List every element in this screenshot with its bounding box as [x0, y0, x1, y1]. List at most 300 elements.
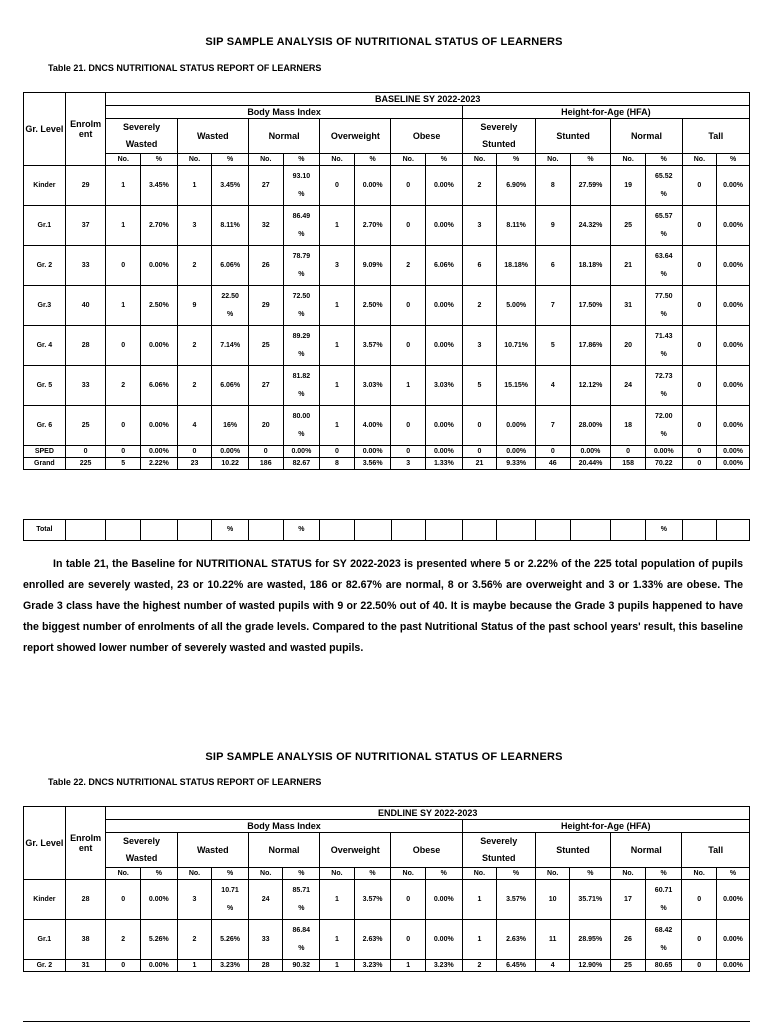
data-cell: 28: [65, 880, 106, 920]
percent-subheader: %: [497, 154, 536, 166]
total-row: [24, 520, 750, 541]
data-cell: 0: [391, 326, 426, 366]
data-cell: 186: [248, 458, 283, 470]
data-cell: 0.00%: [717, 326, 750, 366]
enrolment-header: Enrolm ent: [65, 93, 106, 166]
table-row: [24, 880, 750, 920]
data-cell: 3.45%: [212, 166, 249, 206]
data-cell: 28: [65, 326, 106, 366]
data-cell: 1: [320, 880, 355, 920]
data-cell: 0.00%: [425, 880, 462, 920]
no-subheader: No.: [177, 154, 212, 166]
data-cell: 2.22%: [141, 458, 178, 470]
hfa-header: Height-for-Age (HFA): [462, 820, 749, 833]
data-cell: 25: [611, 206, 646, 246]
grade-level-cell: Gr. 2: [24, 246, 66, 286]
data-cell: 0.00%: [717, 458, 750, 470]
data-cell: 20: [611, 326, 646, 366]
data-cell: 12.12%: [570, 366, 611, 406]
data-cell: 8.11%: [212, 206, 249, 246]
cell-percent-sign: %: [298, 430, 305, 438]
table-row: [24, 920, 750, 960]
data-cell: [645, 406, 682, 446]
data-cell: 4: [535, 960, 570, 972]
grade-level-cell: Gr.1: [24, 920, 66, 960]
data-cell: 0.00%: [717, 286, 750, 326]
data-cell: 0: [391, 446, 426, 458]
bmi-header: Body Mass Index: [106, 106, 462, 119]
data-cell: 31: [65, 960, 106, 972]
data-cell: 5.26%: [141, 920, 178, 960]
data-cell: 9.09%: [354, 246, 391, 286]
data-cell: 0.00%: [212, 446, 249, 458]
data-cell: 6.06%: [212, 366, 249, 406]
data-cell: 0: [106, 406, 141, 446]
data-cell: 6.06%: [141, 366, 178, 406]
data-cell: 5.26%: [212, 920, 249, 960]
data-cell: 0.00%: [425, 920, 462, 960]
grade-level-cell: SPED: [24, 446, 66, 458]
cell-percent-sign: %: [298, 390, 305, 398]
data-cell: 20.44%: [570, 458, 611, 470]
data-cell: 7: [536, 406, 571, 446]
data-cell: 0.00%: [354, 166, 391, 206]
data-cell: [283, 920, 320, 960]
data-cell: 1.33%: [426, 458, 463, 470]
data-cell: [283, 166, 320, 206]
percent-subheader: %: [570, 868, 611, 880]
grade-level-cell: Kinder: [24, 880, 66, 920]
data-cell: 27.59%: [570, 166, 611, 206]
data-cell: 0: [248, 446, 283, 458]
data-cell: 25: [65, 406, 106, 446]
cell-percent-sign: %: [298, 944, 305, 952]
total-cell: [141, 520, 178, 541]
data-cell: 20: [248, 406, 283, 446]
data-cell: 8.11%: [497, 206, 536, 246]
bmi-group-header: Wasted: [177, 119, 248, 154]
bmi-group-header: Wasted: [177, 833, 248, 868]
data-cell: 24.32%: [570, 206, 611, 246]
data-cell: [283, 206, 320, 246]
cell-percent-sign: %: [660, 270, 667, 278]
data-cell: 0.00%: [716, 880, 749, 920]
data-cell: 0: [65, 446, 106, 458]
data-cell: 6.06%: [426, 246, 463, 286]
data-cell: 5: [106, 458, 141, 470]
cell-percent-sign: %: [660, 944, 667, 952]
data-cell: 3.03%: [354, 366, 391, 406]
percent-subheader: %: [570, 154, 611, 166]
data-cell: 0.00%: [717, 366, 750, 406]
data-cell: 2: [177, 246, 212, 286]
data-cell: 3.23%: [425, 960, 462, 972]
period-header: ENDLINE SY 2022-2023: [106, 807, 750, 820]
cell-value-part: 93.10: [292, 172, 311, 180]
data-cell: 25: [248, 326, 283, 366]
no-subheader: No.: [682, 868, 717, 880]
period-header: BASELINE SY 2022-2023: [106, 93, 750, 106]
data-cell: [283, 366, 320, 406]
data-cell: 9: [177, 286, 212, 326]
data-cell: 8: [320, 458, 355, 470]
cell-percent-sign: %: [227, 310, 234, 318]
total-cell: [611, 520, 646, 541]
data-cell: 29: [65, 166, 106, 206]
data-cell: 2: [462, 166, 497, 206]
data-cell: 2: [106, 366, 141, 406]
cell-percent-sign: %: [298, 190, 305, 198]
data-cell: 1: [177, 960, 212, 972]
cell-percent-sign: %: [660, 310, 667, 318]
section1-caption: Table 21. DNCS NUTRITIONAL STATUS REPORT OF LEARNERS: [48, 63, 322, 73]
data-cell: 0: [611, 446, 646, 458]
data-cell: 1: [320, 366, 355, 406]
grade-level-cell: Gr.3: [24, 286, 66, 326]
data-cell: 5: [462, 366, 497, 406]
data-cell: 17.86%: [570, 326, 611, 366]
data-cell: 2: [177, 366, 212, 406]
data-cell: 82.67: [283, 458, 320, 470]
total-table: [23, 519, 750, 541]
data-cell: [645, 326, 682, 366]
percent-subheader: %: [716, 868, 749, 880]
data-cell: [212, 880, 249, 920]
percent-subheader: %: [354, 154, 391, 166]
cell-percent-sign: %: [660, 430, 667, 438]
data-cell: 0.00%: [141, 246, 178, 286]
data-cell: 19: [611, 166, 646, 206]
data-cell: 0.00%: [717, 206, 750, 246]
data-cell: 1: [320, 960, 355, 972]
data-cell: 11: [535, 920, 570, 960]
page-bottom-rule: [23, 1021, 750, 1022]
grade-level-cell: Grand: [24, 458, 66, 470]
data-cell: 70.22: [645, 458, 682, 470]
cell-percent-sign: %: [226, 904, 234, 912]
data-cell: 0: [462, 406, 497, 446]
data-cell: 0: [106, 880, 141, 920]
data-cell: 2: [177, 326, 212, 366]
data-cell: 3.03%: [426, 366, 463, 406]
total-cell: [177, 520, 212, 541]
data-cell: 29: [248, 286, 283, 326]
data-cell: [645, 286, 682, 326]
total-cell: [320, 520, 355, 541]
data-cell: 5.00%: [497, 286, 536, 326]
data-cell: 2.70%: [354, 206, 391, 246]
cell-value-part: 81.82: [292, 372, 311, 380]
data-cell: 0.00%: [141, 446, 178, 458]
data-cell: 0: [177, 446, 212, 458]
hfa-group-header: Tall: [682, 833, 750, 868]
endline-table: [23, 806, 750, 972]
grade-level-cell: Gr. 6: [24, 406, 66, 446]
data-cell: 6.90%: [497, 166, 536, 206]
cell-value-part: 86.84: [292, 926, 311, 934]
data-cell: 0.00%: [717, 446, 750, 458]
data-cell: 12.90%: [570, 960, 611, 972]
table-row: [24, 446, 750, 458]
no-subheader: No.: [248, 154, 283, 166]
percent-subheader: %: [354, 868, 391, 880]
table-row: [24, 206, 750, 246]
table-row: [24, 458, 750, 470]
table-row: [24, 246, 750, 286]
data-cell: 158: [611, 458, 646, 470]
data-cell: 0.00%: [283, 446, 320, 458]
data-cell: 40: [65, 286, 106, 326]
data-cell: 0.00%: [426, 286, 463, 326]
bmi-header: Body Mass Index: [106, 820, 462, 833]
data-cell: 225: [65, 458, 106, 470]
data-cell: [283, 246, 320, 286]
data-cell: 0.00%: [426, 206, 463, 246]
table-row: [24, 326, 750, 366]
percent-subheader: %: [497, 868, 536, 880]
grade-level-cell: Gr. 4: [24, 326, 66, 366]
percent-subheader: %: [141, 868, 178, 880]
no-subheader: No.: [177, 868, 212, 880]
data-cell: 1: [320, 406, 355, 446]
total-cell: [248, 520, 283, 541]
cell-value-part: 89.29: [292, 332, 311, 340]
data-cell: 46: [536, 458, 571, 470]
data-cell: 0: [682, 366, 717, 406]
data-cell: 10.22: [212, 458, 249, 470]
data-cell: 1: [320, 286, 355, 326]
data-cell: 37: [65, 206, 106, 246]
data-cell: [645, 166, 682, 206]
data-cell: 0.00%: [716, 920, 749, 960]
data-cell: 0.00%: [716, 960, 749, 972]
data-cell: 27: [248, 166, 283, 206]
data-cell: 1: [106, 166, 141, 206]
no-subheader: No.: [320, 868, 355, 880]
data-cell: 0: [462, 446, 497, 458]
data-cell: 2: [462, 286, 497, 326]
data-cell: 2.50%: [354, 286, 391, 326]
data-cell: 0.00%: [497, 446, 536, 458]
no-subheader: No.: [106, 868, 141, 880]
hfa-group-header: Stunted: [536, 119, 611, 154]
data-cell: 21: [462, 458, 497, 470]
data-cell: 0: [391, 286, 426, 326]
data-cell: 2.50%: [141, 286, 178, 326]
data-cell: 3: [177, 206, 212, 246]
table-row: [24, 406, 750, 446]
percent-subheader: %: [645, 868, 682, 880]
data-cell: 33: [65, 246, 106, 286]
grade-level-cell: Kinder: [24, 166, 66, 206]
bmi-group-header: Normal: [248, 833, 319, 868]
data-cell: 0.00%: [426, 406, 463, 446]
data-cell: 2: [106, 920, 141, 960]
bmi-group-header: Severely Wasted: [106, 833, 177, 868]
data-cell: 4: [536, 366, 571, 406]
percent-subheader: %: [283, 154, 320, 166]
data-cell: 1: [391, 960, 426, 972]
section2-title: SIP SAMPLE ANALYSIS OF NUTRITIONAL STATUS OF LEARNERS: [205, 751, 563, 763]
cell-value-part: 86.49: [292, 212, 311, 220]
total-cell: [717, 520, 750, 541]
total-label-cell: Total: [24, 520, 66, 541]
hfa-header: Height-for-Age (HFA): [462, 106, 749, 119]
data-cell: 17: [611, 880, 646, 920]
data-cell: 6: [462, 246, 497, 286]
data-cell: [645, 366, 682, 406]
data-cell: 17.50%: [570, 286, 611, 326]
analysis-paragraph: In table 21, the Baseline for NUTRITIONAL STATUS for SY 2022-2023 is presented where 5 or 2.22% of the 225 total population of pupils enrolled are severely wasted, 23 or 10.22% are wasted, 186 or 82.67% are normal, 8 or 3.56% are overweight and 3 or 1.33% are obese. The Grade 3 class have the highest number of wasted pupils with 9 or 22.50% out of 40. It is maybe because the Grade 3 pupils happened to have the biggest number of enrolments of all the grade levels. Compared to the past Nutritional Status of the past school years' result, this baseline report showed lower number of severely wasted and wasted pupils.: [23, 558, 743, 654]
percent-subheader: %: [717, 154, 750, 166]
data-cell: 28.95%: [570, 920, 611, 960]
cell-value-part: 72.00: [654, 412, 673, 420]
percent-subheader: %: [141, 154, 178, 166]
no-subheader: No.: [611, 868, 646, 880]
bmi-group-header: Normal: [248, 119, 319, 154]
data-cell: 2: [462, 960, 497, 972]
cell-value-part: 10.71: [221, 886, 239, 894]
data-cell: 1: [320, 326, 355, 366]
hfa-group-header: Stunted: [535, 833, 610, 868]
data-cell: 0: [682, 326, 717, 366]
data-cell: 0.00%: [717, 246, 750, 286]
data-cell: 0: [682, 286, 717, 326]
data-cell: 0: [682, 880, 717, 920]
data-cell: 0.00%: [426, 166, 463, 206]
data-cell: 18: [611, 406, 646, 446]
section2-caption: Table 22. DNCS NUTRITIONAL STATUS REPORT OF LEARNERS: [48, 777, 322, 787]
percent-subheader: %: [283, 868, 320, 880]
no-subheader: No.: [536, 154, 571, 166]
data-cell: 26: [611, 920, 646, 960]
data-cell: 0.00%: [354, 446, 391, 458]
data-cell: 3.57%: [354, 880, 391, 920]
percent-subheader: %: [212, 154, 249, 166]
data-cell: 1: [320, 206, 355, 246]
data-cell: 0: [320, 166, 355, 206]
data-cell: 0.00%: [426, 326, 463, 366]
data-cell: 24: [248, 880, 283, 920]
data-cell: 0: [391, 920, 426, 960]
data-cell: 1: [462, 880, 497, 920]
data-cell: 0: [106, 446, 141, 458]
total-cell: %: [646, 520, 683, 541]
grade-level-cell: Gr. 5: [24, 366, 66, 406]
data-cell: [212, 286, 249, 326]
data-cell: 7: [536, 286, 571, 326]
data-cell: 6.45%: [497, 960, 536, 972]
data-cell: 9: [536, 206, 571, 246]
data-cell: [283, 406, 320, 446]
cell-value-part: 65.52: [654, 172, 673, 180]
cell-value-part: 65.57: [654, 212, 673, 220]
total-cell: [391, 520, 426, 541]
data-cell: 3.57%: [497, 880, 536, 920]
cell-value-part: 71.43: [654, 332, 673, 340]
no-subheader: No.: [391, 868, 426, 880]
data-cell: 0: [682, 446, 717, 458]
data-cell: 24: [611, 366, 646, 406]
data-cell: 28.00%: [570, 406, 611, 446]
data-cell: [645, 246, 682, 286]
percent-subheader: %: [426, 154, 463, 166]
data-cell: 3.23%: [354, 960, 391, 972]
data-cell: [283, 880, 320, 920]
data-cell: 2.70%: [141, 206, 178, 246]
data-cell: 0: [320, 446, 355, 458]
data-cell: [645, 206, 682, 246]
data-cell: 33: [248, 920, 283, 960]
data-cell: 90.32: [283, 960, 320, 972]
data-cell: 0.00%: [426, 446, 463, 458]
section1-title: SIP SAMPLE ANALYSIS OF NUTRITIONAL STATUS OF LEARNERS: [205, 36, 563, 48]
cell-value-part: 68.42: [654, 926, 673, 934]
data-cell: 18.18%: [570, 246, 611, 286]
data-cell: 0: [391, 880, 426, 920]
bmi-group-header: Obese: [391, 833, 462, 868]
percent-subheader: %: [425, 868, 462, 880]
data-cell: 0.00%: [570, 446, 611, 458]
table-row: [24, 366, 750, 406]
total-cell: [536, 520, 571, 541]
data-cell: 0: [682, 920, 717, 960]
data-cell: 0: [106, 960, 141, 972]
bmi-group-header: Overweight: [320, 119, 391, 154]
total-cell: [65, 520, 106, 541]
no-subheader: No.: [682, 154, 717, 166]
cell-value-part: 72.73: [654, 372, 673, 380]
data-cell: [283, 286, 320, 326]
no-subheader: No.: [611, 154, 646, 166]
data-cell: 0.00%: [645, 446, 682, 458]
data-cell: 3.45%: [141, 166, 178, 206]
baseline-table: [23, 92, 750, 470]
data-cell: 1: [106, 206, 141, 246]
data-cell: 3.57%: [354, 326, 391, 366]
cell-value-part: 22.50: [221, 292, 239, 300]
cell-value-part: 72.50: [292, 292, 311, 300]
data-cell: 3: [391, 458, 426, 470]
table-row: [24, 286, 750, 326]
data-cell: 33: [65, 366, 106, 406]
data-cell: 16%: [212, 406, 249, 446]
no-subheader: No.: [462, 154, 497, 166]
total-cell: [106, 520, 141, 541]
cell-percent-sign: %: [298, 350, 305, 358]
data-cell: 3: [462, 206, 497, 246]
percent-subheader: %: [645, 154, 682, 166]
data-cell: 26: [248, 246, 283, 286]
hfa-group-header: Tall: [682, 119, 749, 154]
data-cell: 0: [682, 458, 717, 470]
data-cell: 6.06%: [212, 246, 249, 286]
data-cell: 0.00%: [717, 406, 750, 446]
data-cell: 0: [536, 446, 571, 458]
cell-percent-sign: %: [298, 310, 305, 318]
data-cell: 0: [682, 960, 717, 972]
data-cell: 3.56%: [354, 458, 391, 470]
table-row: [24, 166, 750, 206]
data-cell: 3: [462, 326, 497, 366]
data-cell: 4: [177, 406, 212, 446]
data-cell: 3.23%: [212, 960, 249, 972]
data-cell: 0.00%: [141, 326, 178, 366]
data-cell: 1: [462, 920, 497, 960]
data-cell: 4.00%: [354, 406, 391, 446]
data-cell: 32: [248, 206, 283, 246]
cell-percent-sign: %: [660, 350, 667, 358]
